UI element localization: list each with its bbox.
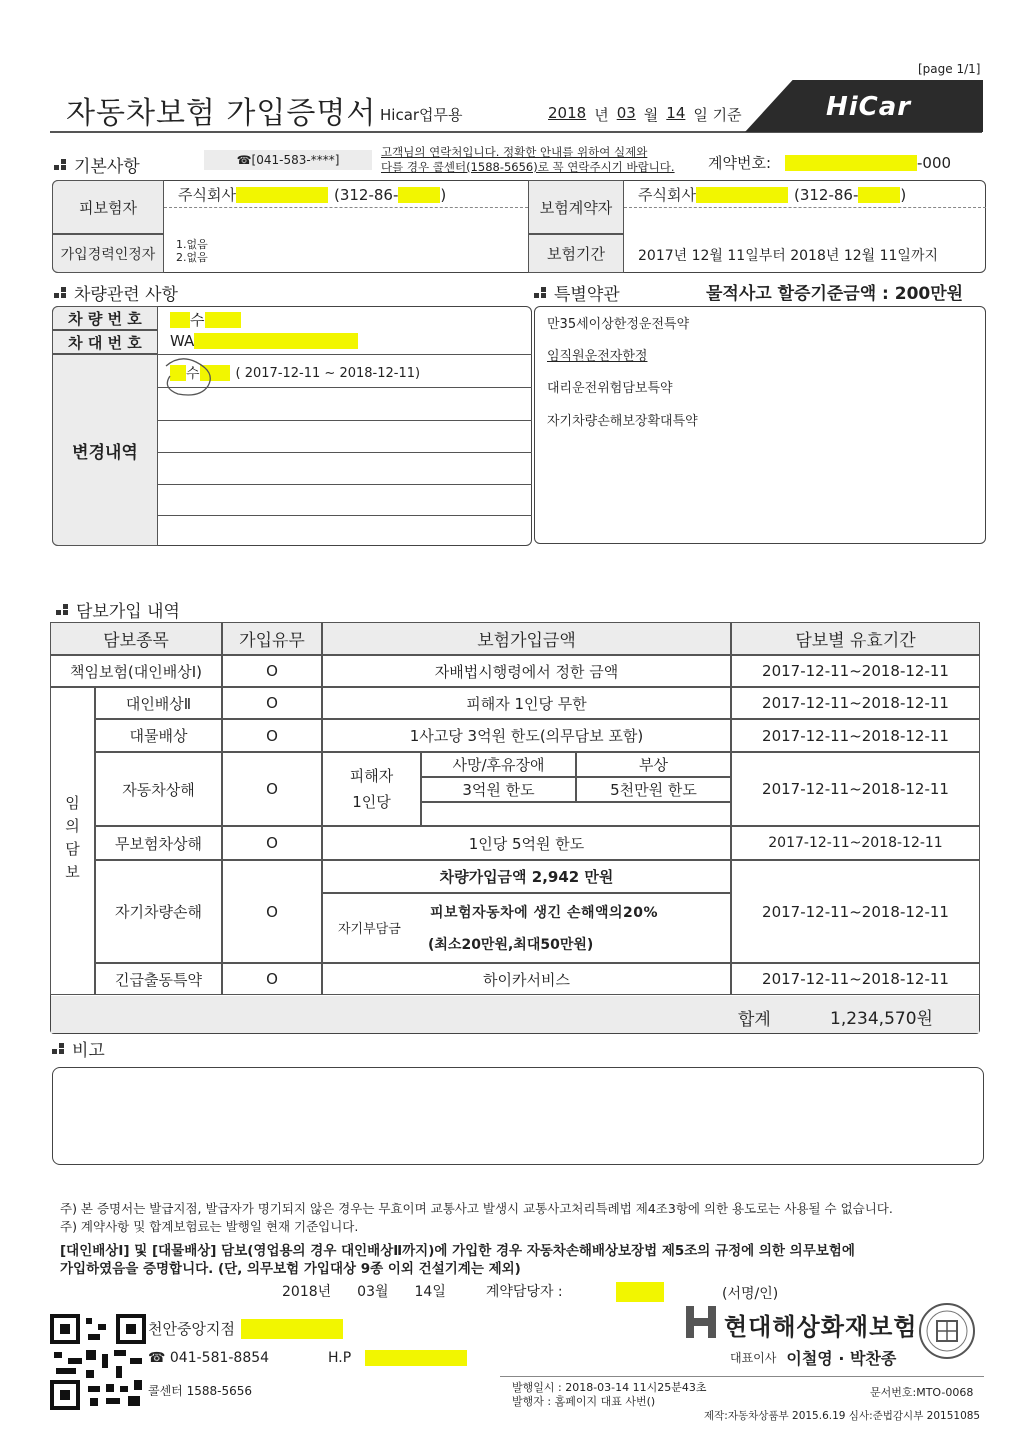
contact-note-line2: 다를 경우 콜센터(1588-5656)로 꼭 연락주시기 바랍니다.: [381, 160, 675, 174]
coverage-header: 보험가입금액: [322, 622, 731, 655]
coverage-period: 2017-12-11~2018-12-11: [731, 963, 980, 995]
sign-day: 14일: [414, 1284, 446, 1300]
coverage-header: 담보종목: [50, 622, 222, 655]
issue-date: 발행일시 : 2018-03-14 11시25분43초: [512, 1381, 707, 1394]
certification-2: 가입하였음을 증명합니다. (단, 의무보험 가입대상 9종 이외 건설기계는 제외): [60, 1261, 521, 1277]
coverage-amount: 하이카서비스: [322, 963, 731, 995]
injury-value: 5천만원 한도: [576, 777, 731, 802]
coverage-period: 2017-12-11~2018-12-11: [731, 860, 980, 963]
change-row-line: [158, 452, 532, 453]
redacted-hp: [365, 1350, 467, 1366]
coverage-amount: 자배법시행령에서 정한 금액: [322, 655, 731, 687]
branch-text: 천안중앙지점: [148, 1320, 235, 1338]
date-day-unit: 일 기준: [693, 106, 742, 124]
coverage-name: 대인배상Ⅱ: [95, 687, 222, 719]
date-day: 14: [666, 104, 686, 122]
dotted-divider: [164, 207, 528, 208]
coverage-join: O: [222, 752, 322, 826]
coverage-join: O: [222, 687, 322, 719]
date-year-unit: 년: [594, 106, 609, 124]
redacted-insured-name: [236, 187, 328, 203]
total-value: 1,234,570원: [830, 1009, 933, 1029]
sign-month: 03월: [357, 1284, 389, 1300]
per-person-label: 1인당: [352, 793, 391, 811]
career-1: 1.없음: [176, 238, 208, 251]
reference-date: [548, 104, 742, 125]
death-label: 사망/후유장애: [421, 752, 576, 777]
coverage-amount: 1인당 5억원 한도: [322, 826, 731, 860]
section-title-coverage: [56, 597, 180, 622]
redacted-plate-suffix: [205, 312, 241, 328]
victim-label: 피해자: [349, 767, 394, 785]
injury-label: 부상: [576, 752, 731, 777]
pen-mark: [156, 352, 228, 400]
document-number: 문서번호:MTO-0068: [870, 1386, 974, 1399]
section-label: 담보가입 내역: [76, 602, 180, 622]
redacted-contractor-reg: [858, 187, 900, 203]
page-title: 자동차보험 가입증명서: [66, 96, 377, 131]
plate-label: 차 량 번 호: [52, 306, 158, 330]
special-term: 만35세이상한정운전특약: [547, 317, 690, 332]
redacted-insured-reg: [398, 187, 440, 203]
note-1: 주) 본 증명서는 발급지점, 발급자가 명기되지 않은 경우는 무효이며 교통사고 발생시 교통사고처리특례법 제4조3항에 의한 용도로는 사용될 수 없습니다.: [60, 1201, 893, 1216]
period-label: 보험기간: [528, 234, 624, 273]
insured-value: [178, 184, 446, 205]
vin-label: 차 대 번 호: [52, 330, 158, 354]
insured-label: 피보험자: [52, 180, 164, 234]
special-threshold: 물적사고 할증기준금액 : 200만원: [706, 284, 964, 304]
coverage-join: O: [222, 963, 322, 995]
period-value: 2017년 12월 11일부터 2018년 12월 11일까지: [638, 248, 939, 264]
section-bullet-icon: [534, 287, 548, 299]
voluntary-label-text: 임의담보: [63, 795, 81, 887]
change-row-line: [158, 515, 532, 516]
contractor-reg: (312-86-: [793, 185, 859, 204]
change-row-line: [158, 484, 532, 485]
change-1-text: 수: [186, 366, 200, 382]
ceo-info: [730, 1346, 896, 1369]
coverage-name: 책임보험(대인배상Ⅰ): [50, 655, 222, 687]
redacted-branch-person: [241, 1319, 343, 1339]
coverage-period: 2017-12-11~2018-12-11: [731, 826, 980, 860]
coverage-name: 대물배상: [95, 719, 222, 752]
company-logo-icon: [686, 1306, 716, 1338]
page-subtitle: Hicar업무용: [380, 106, 463, 124]
contact-note: [381, 145, 675, 175]
section-label: 차량관련 사항: [74, 285, 178, 305]
contact-note-line1: 고객님의 연락처입니다. 정확한 안내를 위하여 실제와: [381, 145, 648, 159]
death-value: 3억원 한도: [421, 777, 576, 802]
contractor-label: 보험계약자: [528, 180, 624, 234]
certification-1: [대인배상Ⅰ] 및 [대물배상] 담보(영업용의 경우 대인배상Ⅱ까지)에 가입한 경우 자동차손해배상보장법 제5조의 규정에 의한 의무보험에: [60, 1243, 855, 1259]
branch-name: [148, 1318, 343, 1339]
seal-label: (서명/인): [722, 1286, 779, 1302]
manager-label: 계약담당자 :: [485, 1284, 563, 1300]
change-label: 변경내역: [52, 354, 158, 546]
sign-date: [282, 1281, 563, 1301]
date-month-unit: 월: [643, 106, 659, 124]
hp-contact: [328, 1350, 467, 1366]
section-label: 기본사항: [74, 157, 140, 177]
branch-phone: ☎ 041-581-8854: [148, 1350, 270, 1366]
section-title-remarks: [52, 1036, 105, 1061]
total-label: 합계: [738, 1010, 771, 1030]
page-number: [page 1/1]: [918, 62, 981, 76]
call-center: 콜센터 1588-5656: [148, 1384, 252, 1398]
deductible-label: 자기부담금: [338, 922, 401, 937]
section-label: 특별약관: [554, 285, 620, 305]
company-name: 현대해상화재보험: [724, 1313, 918, 1341]
special-term: 자기차량손해보장확대특약: [547, 414, 698, 429]
redacted-plate-prefix: [170, 312, 190, 328]
plate-value: [170, 309, 241, 330]
section-bullet-icon: [54, 159, 68, 171]
contract-number-suffix: -000: [917, 153, 952, 172]
coverage-period: 2017-12-11~2018-12-11: [731, 752, 980, 826]
contractor-value: [638, 184, 906, 205]
date-month: 03: [616, 104, 636, 122]
brand-logo: HiCar: [826, 92, 912, 122]
career-values: [176, 238, 208, 264]
coverage-amount: 1사고당 3억원 한도(의무담보 포함): [322, 719, 731, 752]
section-bullet-icon: [52, 1043, 66, 1055]
redacted-contract-number: [785, 155, 917, 171]
coverage-header: 담보별 유효기간: [731, 622, 980, 655]
section-label: 비고: [72, 1041, 105, 1061]
insured-reg-end: ): [440, 185, 447, 204]
qr-code-icon: [50, 1314, 146, 1410]
coverage-join: O: [222, 860, 322, 963]
redacted-vin: [194, 333, 358, 349]
change-1-period: ( 2017-12-11 ~ 2018-12-11): [235, 365, 421, 381]
ceo-names: 이철영 · 박찬종: [786, 1349, 897, 1368]
empty-cell: [421, 802, 731, 826]
section-title-basic: [54, 152, 140, 177]
date-year: 2018: [548, 104, 587, 122]
deductible-line1: 피보험자동차에 생긴 손해액의20%: [430, 905, 659, 921]
dotted-divider: [624, 207, 986, 208]
production-info: 제작:자동차상품부 2015.6.19 심사:준법감시부 20151085: [704, 1410, 981, 1422]
section-title-special: [534, 280, 620, 305]
remarks-box: [52, 1067, 984, 1165]
contractor-company: 주식회사: [638, 186, 696, 204]
insured-company: 주식회사: [178, 186, 236, 204]
change-row-line: [158, 420, 532, 421]
footer-divider: [500, 1376, 984, 1377]
special-term: 대리운전위험담보특약: [547, 381, 673, 396]
voluntary-label: [50, 687, 95, 995]
section-bullet-icon: [54, 287, 68, 299]
contract-number-label: 계약번호:: [708, 154, 772, 172]
vin-value: [170, 332, 358, 350]
redacted-manager: [616, 1282, 664, 1302]
coverage-period: 2017-12-11~2018-12-11: [731, 655, 980, 687]
deductible-line2: (최소20만원,최대50만원): [428, 937, 594, 953]
coverage-name: 긴급출동특약: [95, 963, 222, 995]
ceo-label: 대표이사: [730, 1351, 777, 1365]
company-seal-icon: [918, 1302, 976, 1360]
coverage-name: 자기차량손해: [95, 860, 222, 963]
coverage-name: 무보험차상해: [95, 826, 222, 860]
coverage-join: O: [222, 719, 322, 752]
coverage-period: 2017-12-11~2018-12-11: [731, 719, 980, 752]
plate-text: 수: [190, 311, 205, 329]
contractor-reg-end: ): [900, 185, 907, 204]
coverage-period: 2017-12-11~2018-12-11: [731, 687, 980, 719]
contact-phone: ☎[041-583-****]: [204, 150, 372, 170]
special-term: 임직원운전자한정: [547, 349, 648, 364]
section-bullet-icon: [56, 604, 70, 616]
coverage-header: 가입유무: [222, 622, 322, 655]
victim-per-person: [322, 752, 421, 826]
coverage-amount: 피해자 1인당 무한: [322, 687, 731, 719]
redacted-contractor-name: [696, 187, 788, 203]
note-2: 주) 계약사항 및 합계보험료는 발행일 현재 기준입니다.: [60, 1219, 359, 1234]
vin-text: WA: [170, 332, 195, 350]
section-title-vehicle: [54, 280, 178, 305]
coverage-join: O: [222, 826, 322, 860]
contract-number: [708, 152, 951, 173]
issuer: 발행자 : 홈페이지 대표 사번(): [512, 1395, 656, 1408]
coverage-join: O: [222, 655, 322, 687]
career-2: 2.없음: [176, 251, 208, 264]
hp-label: H.P: [328, 1350, 352, 1366]
coverage-name: 자동차상해: [95, 752, 222, 826]
sign-year: 2018년: [282, 1284, 332, 1300]
vehicle-amount: 차량가입금액 2,942 만원: [322, 860, 731, 893]
insured-reg: (312-86-: [333, 185, 399, 204]
career-label: 가입경력인정자: [52, 234, 164, 273]
